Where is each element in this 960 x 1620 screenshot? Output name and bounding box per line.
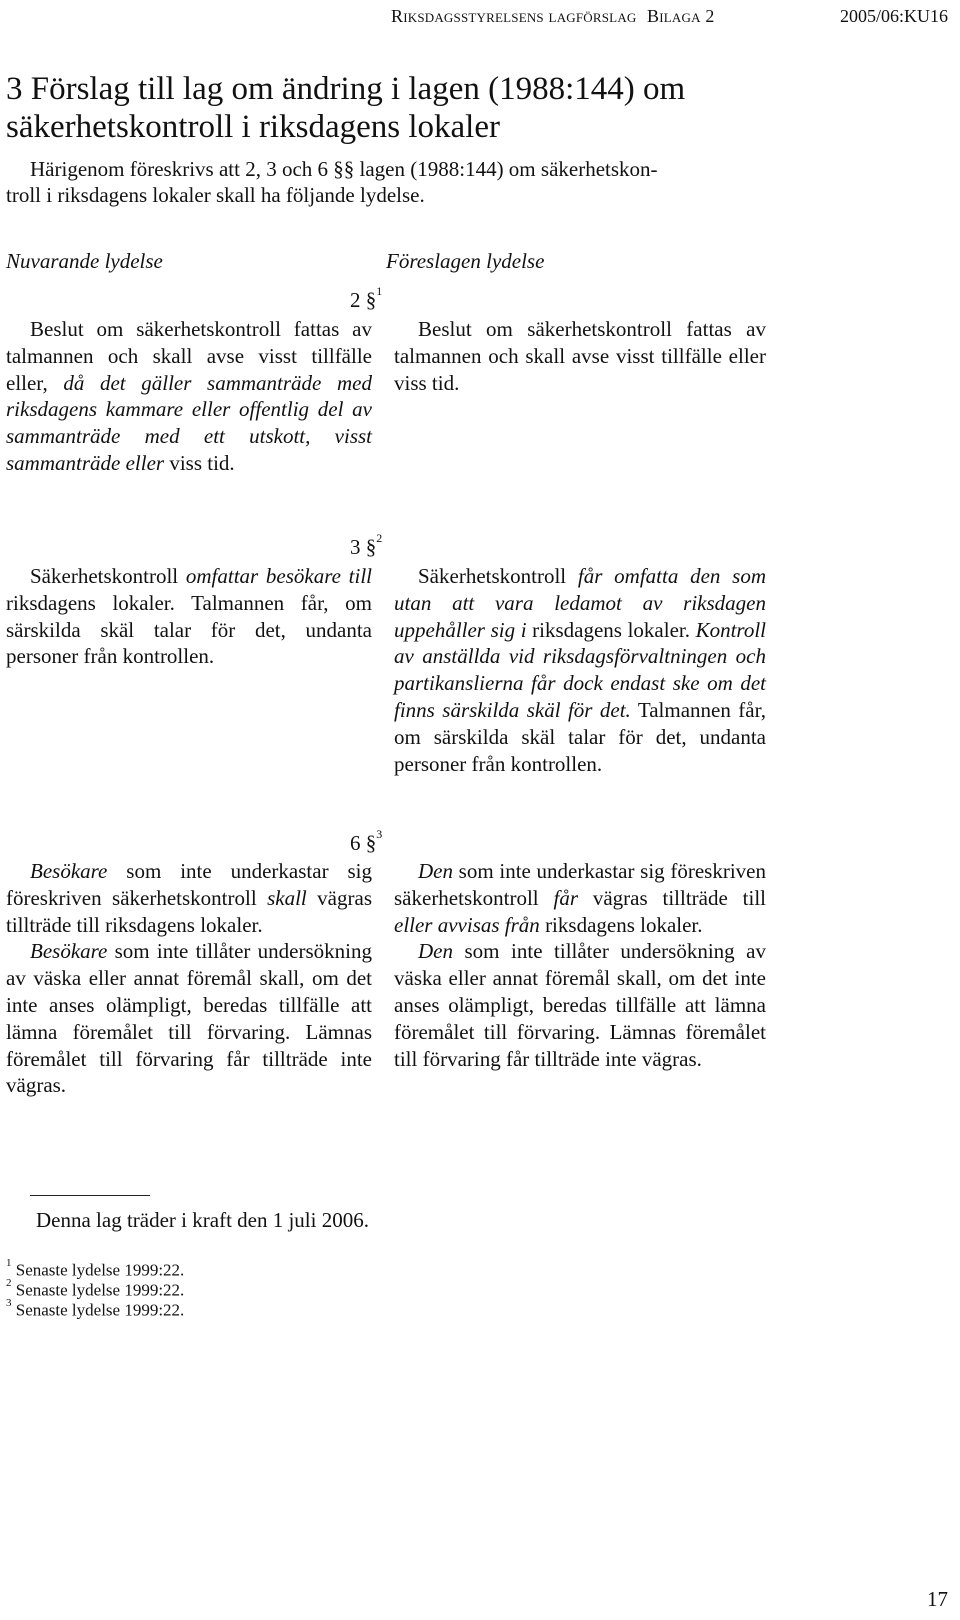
running-header-left [391, 6, 715, 27]
section-3-current-text: Säkerhetskontroll omfattar besökare till riksdagens lokaler. Talmannen får, om särskilda skäl talar för det, undanta personer från kontrollen. [6, 564, 372, 669]
effective-date: Denna lag träder i kraft den 1 juli 2006. [36, 1208, 369, 1232]
page-title-line-2: säkerhetskontroll i riksdagens lokaler [6, 109, 500, 145]
section-number: 2 § [350, 288, 377, 312]
intro-paragraph [6, 156, 790, 208]
section-6-proposed-text: Den som inte underkastar sig föreskriven säkerhetskontroll får vägras tillträde till eller avvisas från riksdagens lokaler. Den som inte tillåter undersökning av väska eller annat föremål skall, om det inte anses olämpligt, beredas tillfälle att lämna föremålet till förvaring. Lämnas föremålet till förvaring får tillträde inte vägras. [394, 859, 766, 1071]
header-report-number: 2005/06:KU16 [840, 6, 948, 26]
section-3-heading [350, 531, 383, 560]
intro-line-2: troll i riksdagens lokaler skall ha följande lydelse. [6, 183, 425, 207]
intro-line-1: Härigenom föreskrivs att 2, 3 och 6 §§ lagen (1988:144) om säkerhetskon- [30, 157, 658, 181]
footnote-3: $^3$ Senaste lydelse 1999:22. [6, 1297, 185, 1320]
section-2-current-text: Beslut om säkerhetskontroll fattas av talmannen och skall avse visst tillfälle eller, då det gäller sammanträde med riksdagens kammare eller offentlig del av sammanträde med ett utskott, visst sammanträde eller viss tid. [6, 317, 372, 475]
footnote-ref-3: 3 [376, 827, 383, 841]
header-bilaga: Bilaga 2 [647, 6, 715, 26]
page-number: 17 [927, 1587, 948, 1611]
page-title-line-1: 3 Förslag till lag om ändring i lagen (1988:144) om [6, 71, 686, 107]
section-6-current-text: Besökare som inte underkastar sig föreskriven säkerhetskontroll skall vägras tillträde till riksdagens lokaler. Besökare som inte tillåter undersökning av väska eller annat föremål skall, om det inte anses olämpligt, beredas tillfälle att lämna föremålet till förvaring. Lämnas föremålet till förvaring får tillträde inte vägras. [6, 859, 372, 1098]
column-head-proposed: Föreslagen lydelse [386, 249, 545, 273]
section-3-proposed-text: Säkerhetskontroll får omfatta den som utan att vara ledamot av riksdagen uppehåller sig i riksdagens lokaler. Kontroll av anställda vid riksdagsförvaltningen och partikanslierna får dock endast ske om det finns särskilda skäl för det. Talmannen får, om särskilda skäl talar för det, undanta personer från kontrollen. [394, 564, 767, 776]
section-number: 3 § [350, 535, 377, 559]
header-doc-type: Riksdagsstyrelsens lagförslag [391, 6, 637, 26]
section-2-proposed-text: Beslut om säkerhetskontroll fattas av talmannen och skall avse visst tillfälle eller viss tid. [394, 317, 766, 395]
section-6-heading [350, 827, 383, 856]
footnote-ref-1: 1 [376, 284, 383, 298]
section-2-heading [350, 284, 383, 313]
footnote-1: $^1$ Senaste lydelse 1999:22. [6, 1257, 185, 1280]
footnote-2: $^2$ Senaste lydelse 1999:22. [6, 1277, 185, 1300]
column-head-current: Nuvarande lydelse [6, 249, 163, 273]
footnote-ref-2: 2 [376, 531, 383, 545]
section-number: 6 § [350, 831, 377, 855]
footnote-separator [30, 1195, 150, 1196]
